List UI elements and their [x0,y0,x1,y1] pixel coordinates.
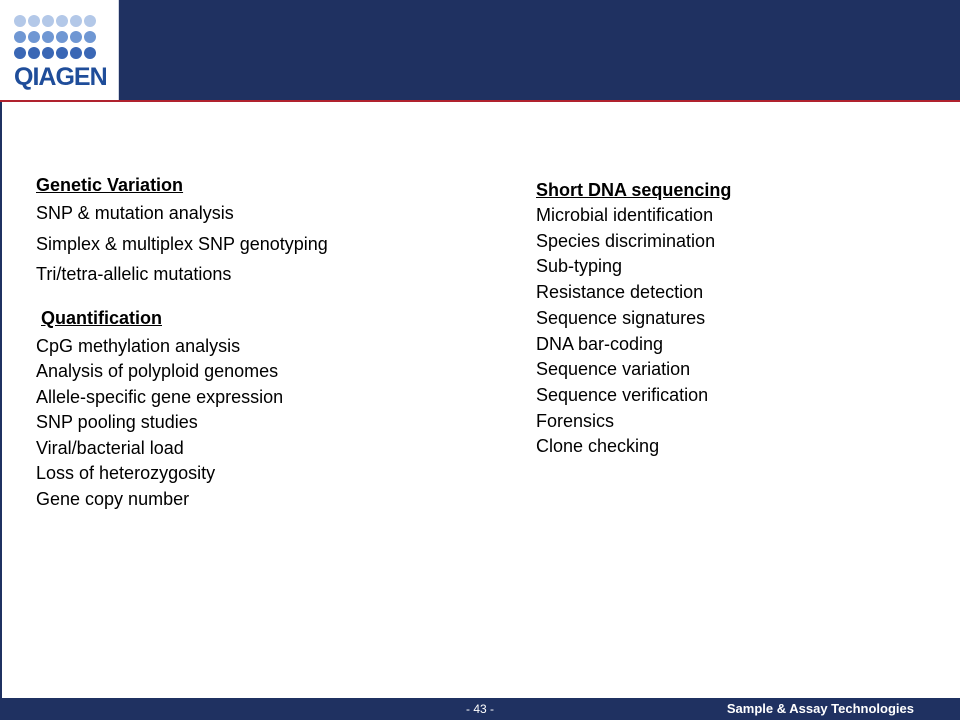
genetic-variation-heading: Genetic Variation [36,175,184,195]
list-item: Species discrimination [536,230,716,251]
list-item: Sequence verification [536,384,709,405]
list-item: Sub-typing [536,256,623,277]
list-item: CpG methylation analysis [36,335,241,356]
logo-dot [42,15,54,27]
logo-dot [70,31,82,43]
list-item: Microbial identification [536,205,714,225]
logo-dot [14,31,26,43]
genetic-variation-section [36,172,506,290]
logo-dot-row [14,46,98,60]
logo-dot [70,47,82,59]
list-item: Analysis of polyploid genomes [36,361,279,381]
short-dna-sequencing-heading: Short DNA sequencing [536,180,732,200]
logo-dot [70,15,82,27]
list-item: Forensics [536,410,615,431]
slide-left-border [0,102,2,698]
list-item: Tri/tetra-allelic mutations [36,264,232,284]
logo-dot-row [14,14,98,28]
footer-title: Sample & Assay Technologies [726,701,914,716]
logo-dot [56,31,68,43]
list-item: Sequence signatures [536,307,706,328]
list-item: Gene copy number [36,488,190,509]
logo-dot [56,47,68,59]
logo-dot [84,31,96,43]
page-number: - 43 - [465,702,494,716]
list-item: Allele-specific gene expression [36,386,284,407]
logo-dot [84,15,96,27]
logo-dot [42,31,54,43]
logo-dot [14,47,26,59]
logo-dot [56,15,68,27]
list-item: SNP pooling studies [36,412,198,432]
list-item: Viral/bacterial load [36,437,184,458]
logo-dot [84,47,96,59]
quantification-section [36,302,506,513]
list-item: Simplex & multiplex SNP genotyping [36,233,328,254]
list-item: SNP & mutation analysis [36,203,234,223]
list-item: Loss of heterozygosity [36,463,216,483]
footer-bar [0,698,960,720]
left-column [36,172,506,512]
list-item: Resistance detection [536,282,704,303]
logo-dot [42,47,54,59]
logo-dot-row [14,30,98,44]
list-item: DNA bar-coding [536,333,664,354]
logo-dot [28,47,40,59]
logo-dot [28,15,40,27]
header-bar [0,0,960,100]
quantification-heading: Quantification [41,307,162,328]
logo-dot [28,31,40,43]
qiagen-logo [0,0,119,100]
right-column [536,177,936,460]
logo-dot [14,15,26,27]
logo-dot-grid [14,14,98,62]
list-item: Clone checking [536,436,660,457]
list-item: Sequence variation [536,359,691,380]
header-divider [0,100,960,102]
logo-wordmark: QIAGEN [14,63,107,91]
